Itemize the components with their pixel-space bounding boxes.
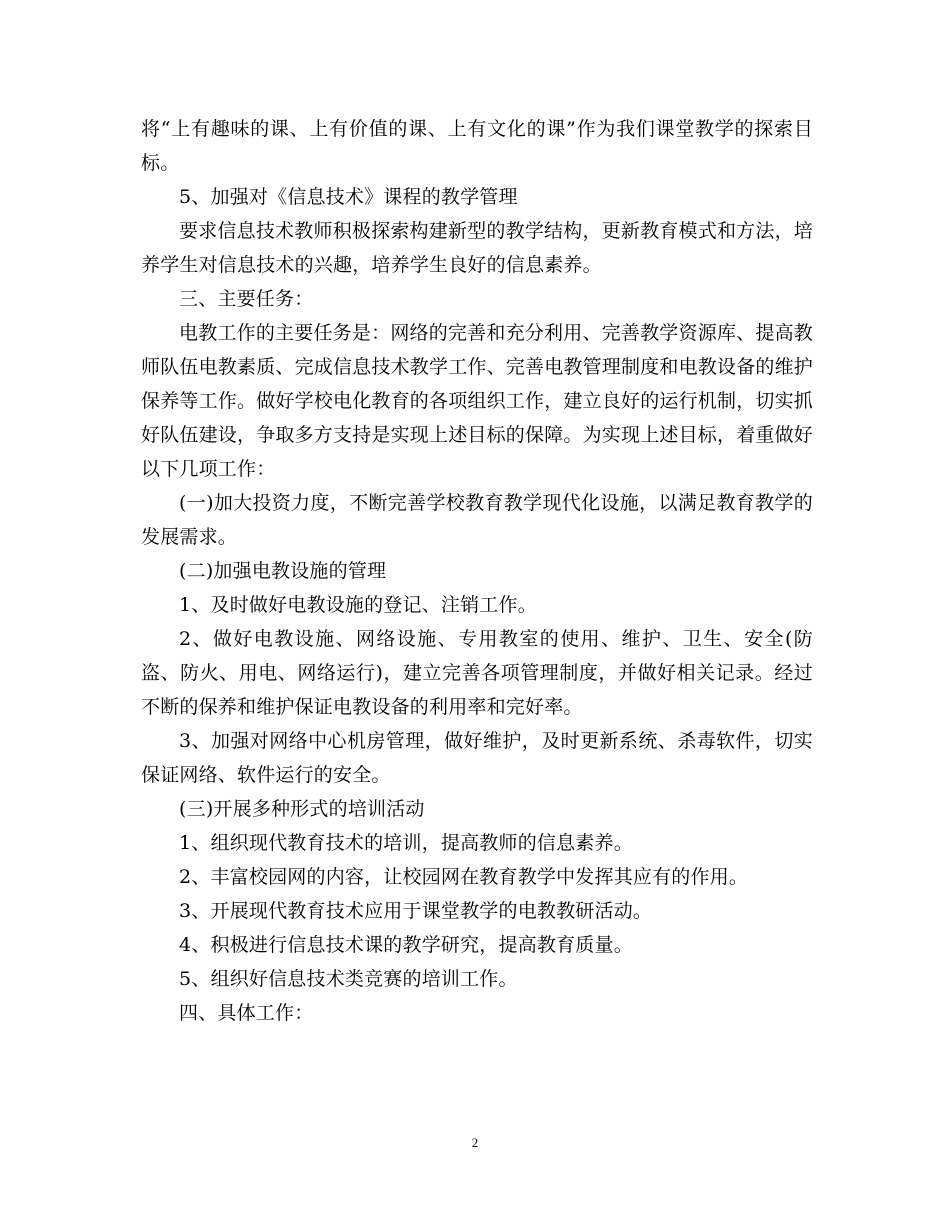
list-item: 2、做好电教设施、网络设施、专用教室的使用、维护、卫生、安全(防盗、防火、用电、网络运行)，建立完善各项管理制度，并做好相关记录。经过不断的保养和维护保证电教设备的利用率和完好率。 <box>141 628 813 718</box>
list-item: 3、加强对网络中心机房管理，做好维护，及时更新系统、杀毒软件，切实保证网络、软件运行的安全。 <box>141 730 813 786</box>
section-heading: (二)加强电教设施的管理 <box>179 560 387 582</box>
section-heading: 四、具体工作： <box>179 1002 314 1024</box>
paragraph: 电教工作的主要任务是：网络的完善和充分利用、完善教学资源库、提高教师队伍电教素质、完成信息技术教学工作、完善电教管理制度和电教设备的维护保养等工作。做好学校电化教育的各项组织工作，建立良好的运行机制，切实抓好队伍建设，争取多方支持是实现上述目标的保障。为实现上述目标，着重做好以下几项工作： <box>141 322 814 480</box>
paragraph: 要求信息技术教师积极探索构建新型的教学结构，更新教育模式和方法，培养学生对信息技术的兴趣，培养学生良好的信息素养。 <box>141 220 813 276</box>
section-heading: (三)开展多种形式的培训活动 <box>179 798 425 820</box>
list-item: 3、开展现代教育技术应用于课堂教学的电教教研活动。 <box>179 900 653 922</box>
list-item: 2、丰富校园网的内容，让校园网在教育教学中发挥其应有的作用。 <box>179 866 749 888</box>
paragraph: 将“上有趣味的课、上有价值的课、上有文化的课”作为我们课堂教学的探索目标。 <box>141 118 813 174</box>
list-item: 5、组织好信息技术类竞赛的培训工作。 <box>179 968 518 990</box>
list-item: 1、及时做好电教设施的登记、注销工作。 <box>179 594 537 616</box>
section-heading: 三、主要任务： <box>179 288 314 310</box>
section-heading: 5、加强对《信息技术》课程的教学管理 <box>179 186 518 208</box>
document-body <box>141 112 813 1030</box>
page-number: 2 <box>471 1135 479 1150</box>
list-item: 1、组织现代教育技术的培训，提高教师的信息素养。 <box>179 832 633 854</box>
paragraph: (一)加大投资力度，不断完善学校教育教学现代化设施，以满足教育教学的发展需求。 <box>141 492 813 548</box>
list-item: 4、积极进行信息技术课的教学研究，提高教育质量。 <box>179 934 633 956</box>
